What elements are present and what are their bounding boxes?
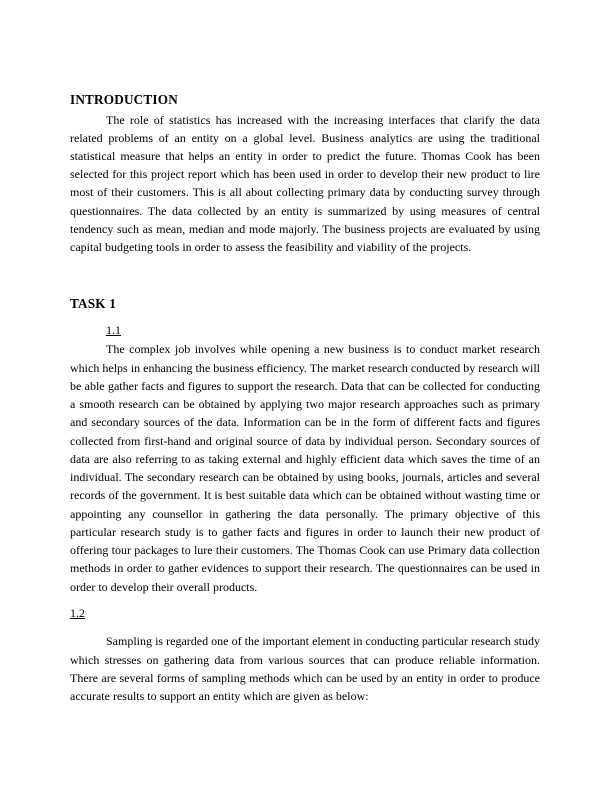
section-spacer [70, 256, 540, 270]
subsection-1-2-paragraph: Sampling is regarded one of the important element in conducting particular research study which stresses on gathering data from various sources that can produce reliable information. There are several forms of sampling methods which can be used by an entity in order to produce accurate results to support an entity which are given as below: [70, 634, 540, 704]
introduction-paragraph: The role of statistics has increased with the increasing interfaces that clarify the data related problems of an entity on a global level. Business analytics are using the traditional statistical measure that helps an entity in order to predict the future. Thomas Cook has been selected for this project report which has been used in order to develop their new product to lire most of their customers. This is all about collecting primary data by conducting survey through questionnaires. The data collected by an entity is summarized by using measures of central tendency such as mean, median and mode majorly. The business projects are evaluated by using capital budgeting tools in order to assess the feasibility and viability of the projects. [70, 112, 540, 255]
subsection-1-1-paragraph: The complex job involves while opening a new business is to conduct market research which helps in enhancing the business efficiency. The market research conducted by research will be able gather facts and figures to support the research. Data that can be collected for conducting a smooth research can be obtained by applying two major research approaches such as primary and secondary sources of the data. Information can be in the form of different facts and figures collected from first-hand and original source of data by individual person. Secondary sources of data are also referring to as taking external and highly efficient data which saves the time of an individual. The secondary research can be obtained by using books, journals, articles and several records of the government. It is best suitable data which can be obtained without wasting time or appointing any counsellor in gathering the data personally. The primary objective of this particular research study is to gather facts and figures in order to launch their new product of offering tour packages to lure their customers. The Thomas Cook can use Primary data collection methods in order to gather evidences to support their research. The questionnaires can be used in order to develop their overall products. [70, 342, 540, 594]
section-heading-introduction: INTRODUCTION [70, 92, 178, 107]
section-heading-task-1: TASK 1 [70, 296, 117, 312]
subsection-label-1-2: 1.2 [70, 605, 85, 620]
subsection-label-1-1: 1.1 [106, 322, 121, 337]
